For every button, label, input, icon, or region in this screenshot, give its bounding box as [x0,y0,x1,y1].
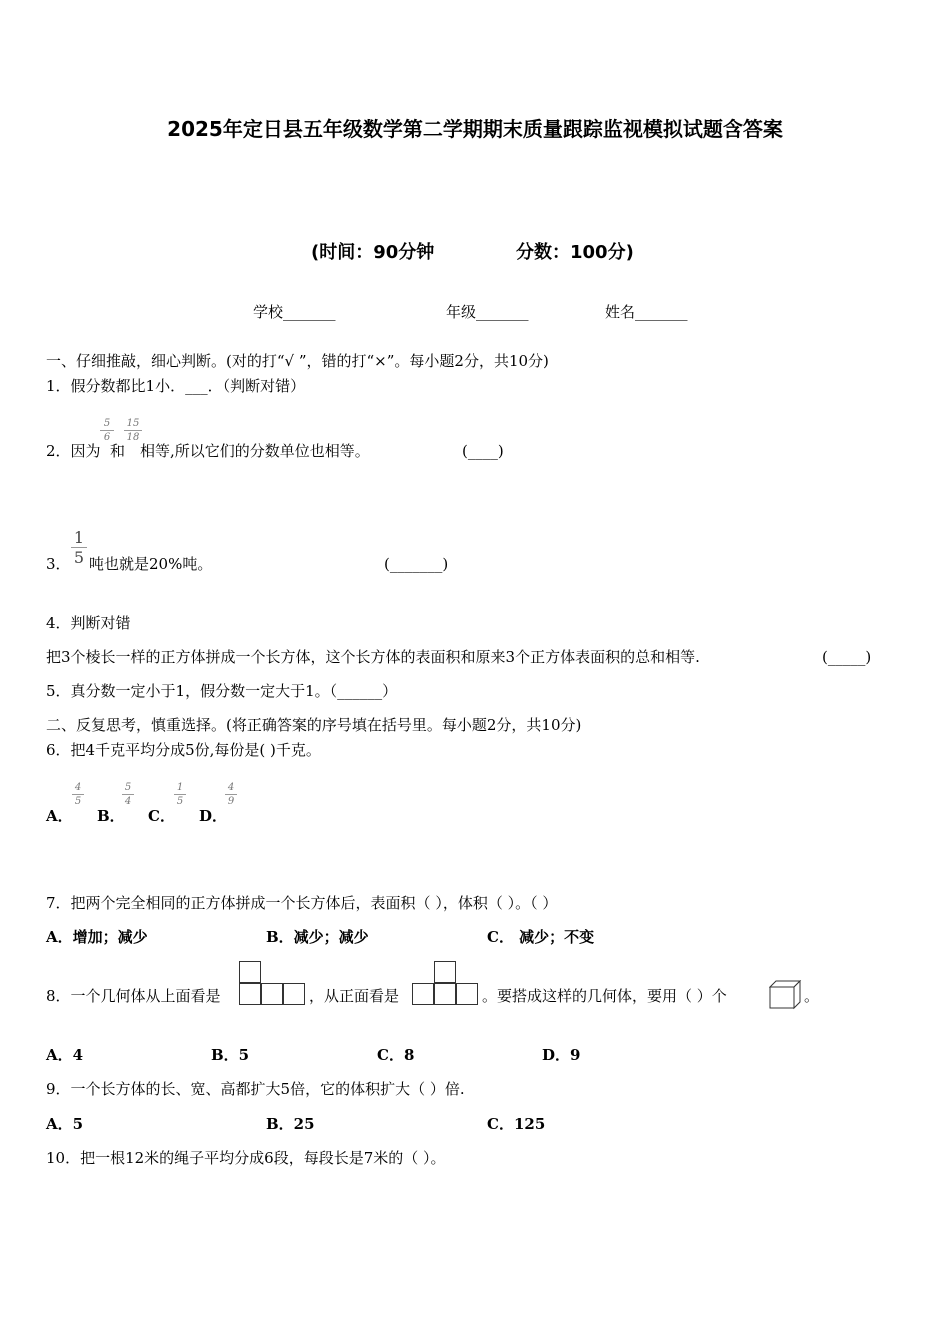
question-6: 6．把4千克平均分成5份,每份是( )千克。 [46,741,321,759]
q6-option-c-fraction [174,782,186,807]
q7-option-b: B．减少；减少 [266,928,369,946]
question-10: 10．把一根12米的绳子平均分成6段，每段长是7米的（ ）。 [46,1149,446,1167]
fraction-denominator: 5 [74,796,82,807]
diagram-cell [261,983,283,1005]
section1-heading: 一、仔细推敲，细心判断。(对的打“√ ”，错的打“×”。每小题2分，共10分) [46,352,549,370]
question-8-part-d: 。 [804,987,820,1005]
front-view-diagram [412,961,480,1007]
fraction-denominator: 5 [176,796,184,807]
question-3-text: 吨也就是20%吨。 [89,555,213,573]
question-8-part-a: 8．一个几何体从上面看是 [46,987,221,1005]
diagram-cell [434,983,456,1005]
question-3-blank: (_______) [384,555,449,573]
school-field: 学校_______ [253,303,336,321]
question-2-and: 和 [110,442,126,460]
q8-option-c: C．8 [377,1046,415,1064]
fraction-numerator: 4 [74,782,82,793]
fraction-bar [225,794,237,795]
diagram-cell [283,983,305,1005]
question-1: 1．假分数都比1小．___．（判断对错） [46,377,306,395]
question-3-number: 3． [46,555,71,573]
fraction-denominator: 6 [103,432,111,443]
q6-option-a-fraction [72,782,84,807]
time-label: (时间：90分钟 [311,242,435,263]
q9-option-a: A．5 [46,1115,84,1133]
document-title: 2025年定日县五年级数学第二学期期末质量跟踪监视模拟试题含答案 [167,117,783,141]
q6-option-b-label: B． [97,807,125,825]
fraction-denominator: 18 [126,432,140,443]
q8-option-b: B．5 [211,1046,250,1064]
question-2-prefix: 2．因为 [46,442,101,460]
question-5: 5．真分数一定小于1，假分数一定大于1。（______） [46,682,398,700]
question-8-part-b: ，从正面看是 [309,987,400,1005]
question-4-blank: (_____) [822,648,872,666]
score-label: 分数：100分) [516,242,634,263]
q6-option-c-label: C． [148,807,175,825]
fraction-numerator: 5 [124,782,132,793]
fraction-denominator: 5 [73,548,85,567]
q6-option-d-fraction [225,782,237,807]
question-4-text: 把3个棱长一样的正方体拼成一个长方体，这个长方体的表面积和原来3个正方体表面积的总和相等. [46,648,700,666]
q8-option-a: A．4 [46,1046,84,1064]
fraction-numerator: 1 [176,782,184,793]
fraction-bar [100,430,114,431]
fraction-denominator: 4 [124,796,132,807]
top-view-diagram [239,961,307,1007]
q7-option-a: A．增加；减少 [46,928,148,946]
fraction-bar [72,794,84,795]
q6-option-d-label: D． [199,807,228,825]
q9-option-b: B．25 [266,1115,315,1133]
fraction-1-5 [71,529,87,566]
diagram-cell [412,983,434,1005]
fraction-numerator: 5 [103,418,111,429]
fraction-15-18 [124,418,142,443]
fraction-bar [124,430,142,431]
question-2-blank: (____) [462,442,504,460]
diagram-cell [456,983,478,1005]
q7-option-c: C． 减少；不变 [487,928,595,946]
name-field: 姓名_______ [605,303,688,321]
question-7: 7．把两个完全相同的正方体拼成一个长方体后，表面积（ ），体积（ ）。（ ） [46,894,558,912]
question-8-part-c: 。要搭成这样的几何体，要用（ ）个 [482,987,727,1005]
fraction-5-6 [100,418,114,443]
question-4-label: 4．判断对错 [46,614,131,632]
fraction-numerator: 1 [73,528,85,547]
q9-option-c: C．125 [487,1115,546,1133]
question-9: 9．一个长方体的长、宽、高都扩大5倍，它的体积扩大（ ）倍. [46,1080,465,1098]
fraction-bar [122,794,134,795]
section2-heading: 二、反复思考，慎重选择。(将正确答案的序号填在括号里。每小题2分，共10分) [46,716,582,734]
diagram-cell [239,961,261,983]
question-2-suffix: 相等,所以它们的分数单位也相等。 [140,442,370,460]
q8-option-d: D．9 [542,1046,581,1064]
grade-field: 年级_______ [446,303,529,321]
fraction-denominator: 9 [227,796,235,807]
q6-option-a-label: A． [46,807,73,825]
fraction-numerator: 15 [126,418,140,429]
fraction-numerator: 4 [227,782,235,793]
q6-option-b-fraction [122,782,134,807]
diagram-cell [434,961,456,983]
cube-icon [769,980,803,1010]
fraction-bar [174,794,186,795]
diagram-cell [239,983,261,1005]
